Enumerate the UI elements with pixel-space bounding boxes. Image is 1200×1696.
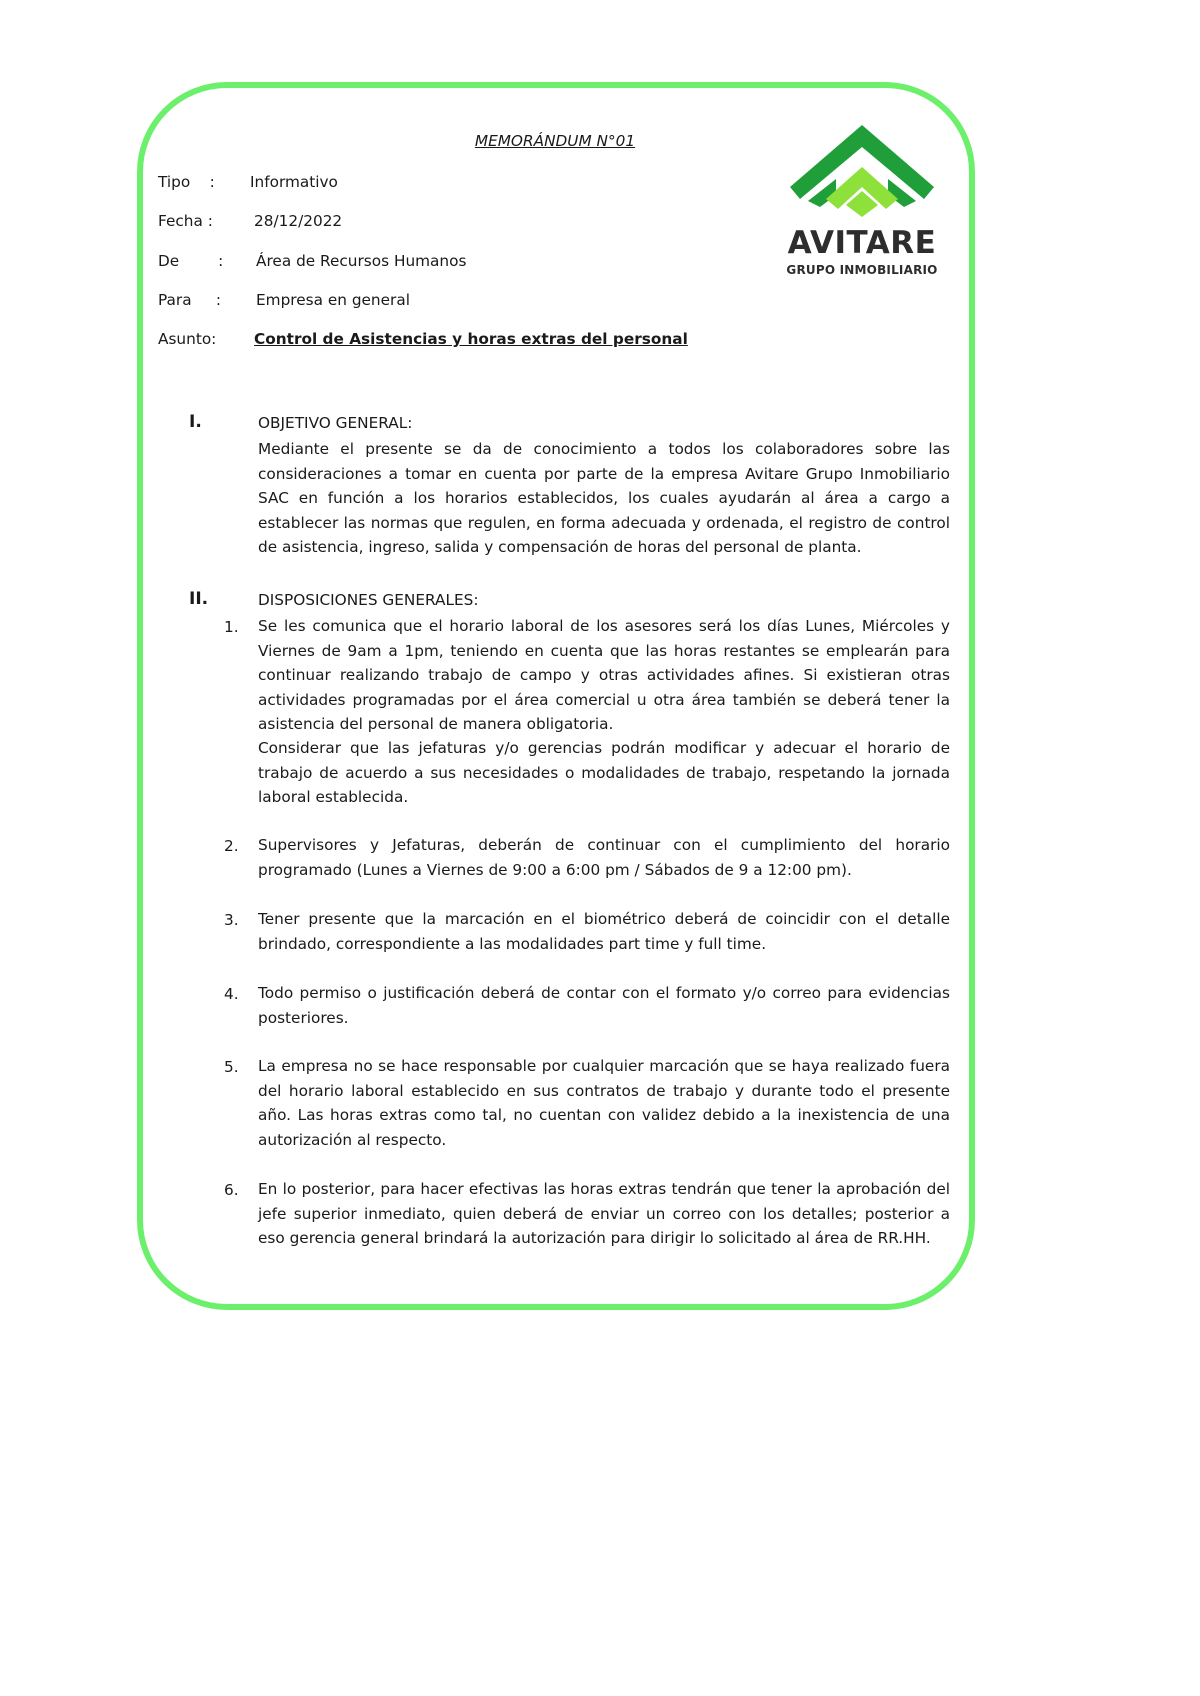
section-1-heading: OBJETIVO GENERAL: [258, 414, 413, 432]
logo-subtitle: GRUPO INMOBILIARIO [786, 263, 938, 277]
field-to-value: Empresa en general [256, 291, 410, 309]
list-item-number: 2. [224, 837, 239, 855]
field-from-label: De : [158, 252, 224, 270]
field-date-label: Fecha : [158, 212, 213, 230]
field-to-label: Para : [158, 291, 222, 309]
field-type-label: Tipo : [158, 173, 215, 191]
section-2-number: II. [189, 589, 209, 609]
logo-wordmark: AVITARE [787, 225, 937, 261]
section-2-heading: DISPOSICIONES GENERALES: [258, 591, 479, 609]
section-1-number: I. [189, 412, 202, 432]
field-from-value: Área de Recursos Humanos [256, 252, 467, 270]
list-item-number: 3. [224, 911, 239, 929]
list-item-text: Tener presente que la marcación en el biométrico deberá de coincidir con el detalle brindado, correspondiente a las modalidades part time y full time. [258, 910, 950, 953]
list-item-text: Supervisores y Jefaturas, deberán de continuar con el cumplimiento del horario programado (Lunes a Viernes de 9:00 a 6:00 pm / Sábados de 9 a 12:00 pm). [258, 836, 950, 879]
list-item-text-continued: Considerar que las jefaturas y/o gerencias podrán modificar y adecuar el horario de trabajo de acuerdo a sus necesidades o modalidades de trabajo, respetando la jornada laboral establecida. [258, 739, 950, 806]
section-1-text: Mediante el presente se da de conocimiento a todos los colaboradores sobre las consideraciones a tomar en cuenta por parte de la empresa Avitare Grupo Inmobiliario SAC en función a los horarios establecidos, los cuales ayudarán al área a cargo a establecer las normas que regulen, en forma adecuada y ordenada, el registro de control de asistencia, ingreso, salida y compensación de horas del personal de planta. [258, 440, 950, 556]
list-item-number: 5. [224, 1058, 239, 1076]
list-item-number: 1. [224, 618, 239, 636]
field-type-value: Informativo [250, 173, 338, 191]
field-subject-label: Asunto: [158, 330, 217, 348]
list-item-text: Se les comunica que el horario laboral de los asesores será los días Lunes, Miércoles y Viernes de 9am a 1pm, teniendo en cuenta que las horas restantes se emplearán para continuar realizando trabajo de campo y otras actividades afines. Si existieran otras actividades programadas por el área comercial u otra área también se deberá tener la asistencia del personal de manera obligatoria. [258, 617, 950, 733]
list-item-text: Todo permiso o justificación deberá de contar con el formato y/o correo para evidencias posteriores. [258, 984, 950, 1027]
list-item-number: 4. [224, 985, 239, 1003]
company-logo [786, 125, 938, 280]
list-item-number: 6. [224, 1181, 239, 1199]
list-item-text: La empresa no se hace responsable por cualquier marcación que se haya realizado fuera del horario laboral establecido en sus contratos de trabajo y durante todo el presente año. Las horas extras como tal, no cuentan con validez debido a la inexistencia de una autorización al respecto. [258, 1057, 950, 1149]
field-subject-value: Control de Asistencias y horas extras del personal [254, 330, 688, 348]
logo-roof-icon [786, 125, 938, 225]
list-item-text: En lo posterior, para hacer efectivas las horas extras tendrán que tener la aprobación del jefe superior inmediato, quien deberá de enviar un correo con los detalles; posterior a eso gerencia general brindará la autorización para dirigir lo solicitado al área de RR.HH. [258, 1180, 950, 1247]
memo-title: MEMORÁNDUM N°01 [474, 132, 636, 150]
field-date-value: 28/12/2022 [254, 212, 343, 230]
